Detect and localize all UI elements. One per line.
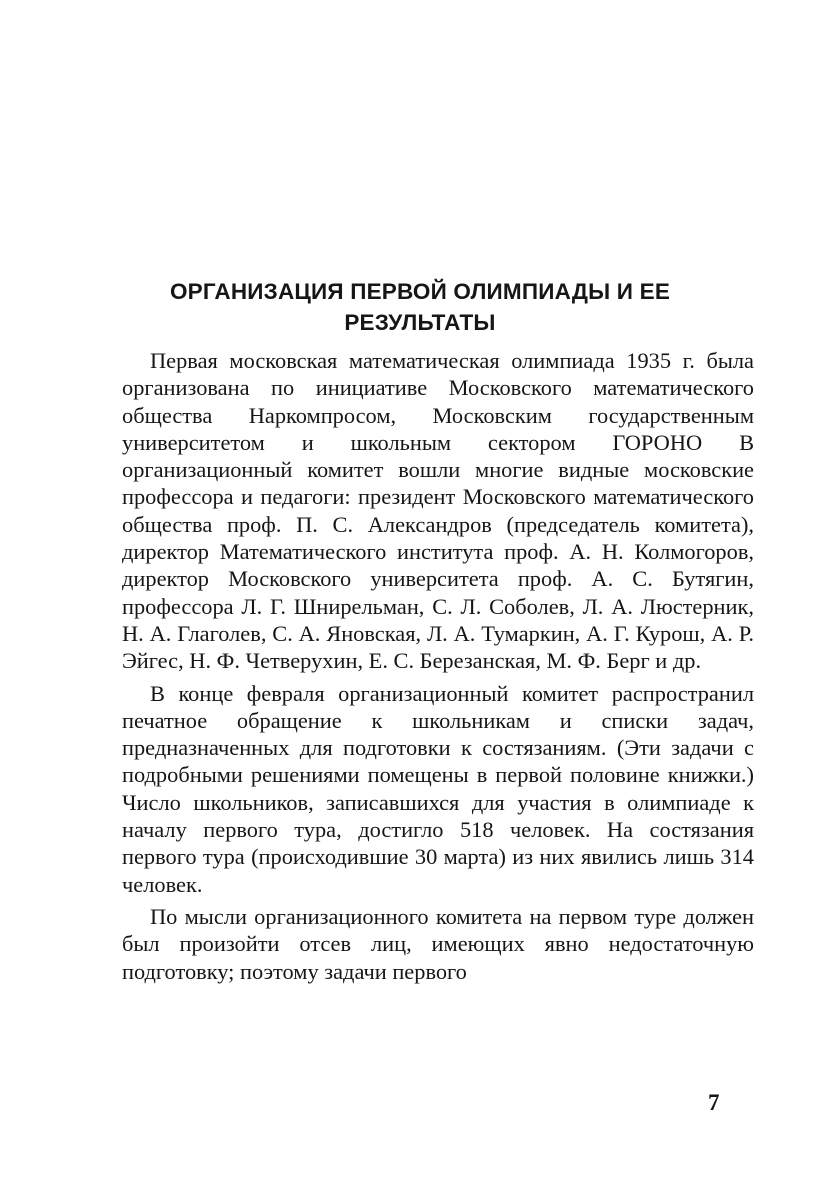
page-number: 7 — [708, 1090, 720, 1115]
chapter-heading — [100, 276, 740, 338]
paragraph-1: Первая московская математическая олимпиада 1935 г. была организована по инициативе Московского математического общества Наркомпросом, Московским государственным университетом и школьным сектором ГОРОНО В организационный комитет вошли многие видные московские профессора и педагоги: президент Московского математического общества проф. П. С. Александров (председатель комитета), директор Математического института проф. А. Н. Колмогоров, директор Московского университета проф. А. С. Бутягин, профессора Л. Г. Шнирельман, С. Л. Соболев, Л. А. Люстерник, Н. А. Глаголев, С. А. Яновская, Л. А. Тумаркин, А. Г. Курош, А. Р. Эйгес, Н. Ф. Четверухин, Е. С. Березанская, М. Ф. Берг и др. — [122, 348, 754, 674]
chapter-heading-line-1: ОРГАНИЗАЦИЯ ПЕРВОЙ ОЛИМПИАДЫ И ЕЕ — [169, 279, 671, 304]
paragraph-2: В конце февраля организационный комитет распространил печатное обращение к школьникам и списки задач, предназначенных для подготовки к состязаниям. (Эти задачи с подробными решениями помещены в первой половине книжки.) Число школьников, записавшихся для участия в олимпиаде к началу первого тура, достигло 518 человек. На состязания первого тура (происходившие 30 марта) из них явились лишь 314 человек. — [122, 680, 754, 897]
paragraph-3: По мысли организационного комитета на первом туре должен был произойти отсев лиц, имеющих явно недостаточную подготовку; поэтому задачи первого — [122, 903, 754, 984]
chapter-heading-line-2: РЕЗУЛЬТАТЫ — [344, 310, 496, 335]
body-text — [122, 347, 754, 985]
